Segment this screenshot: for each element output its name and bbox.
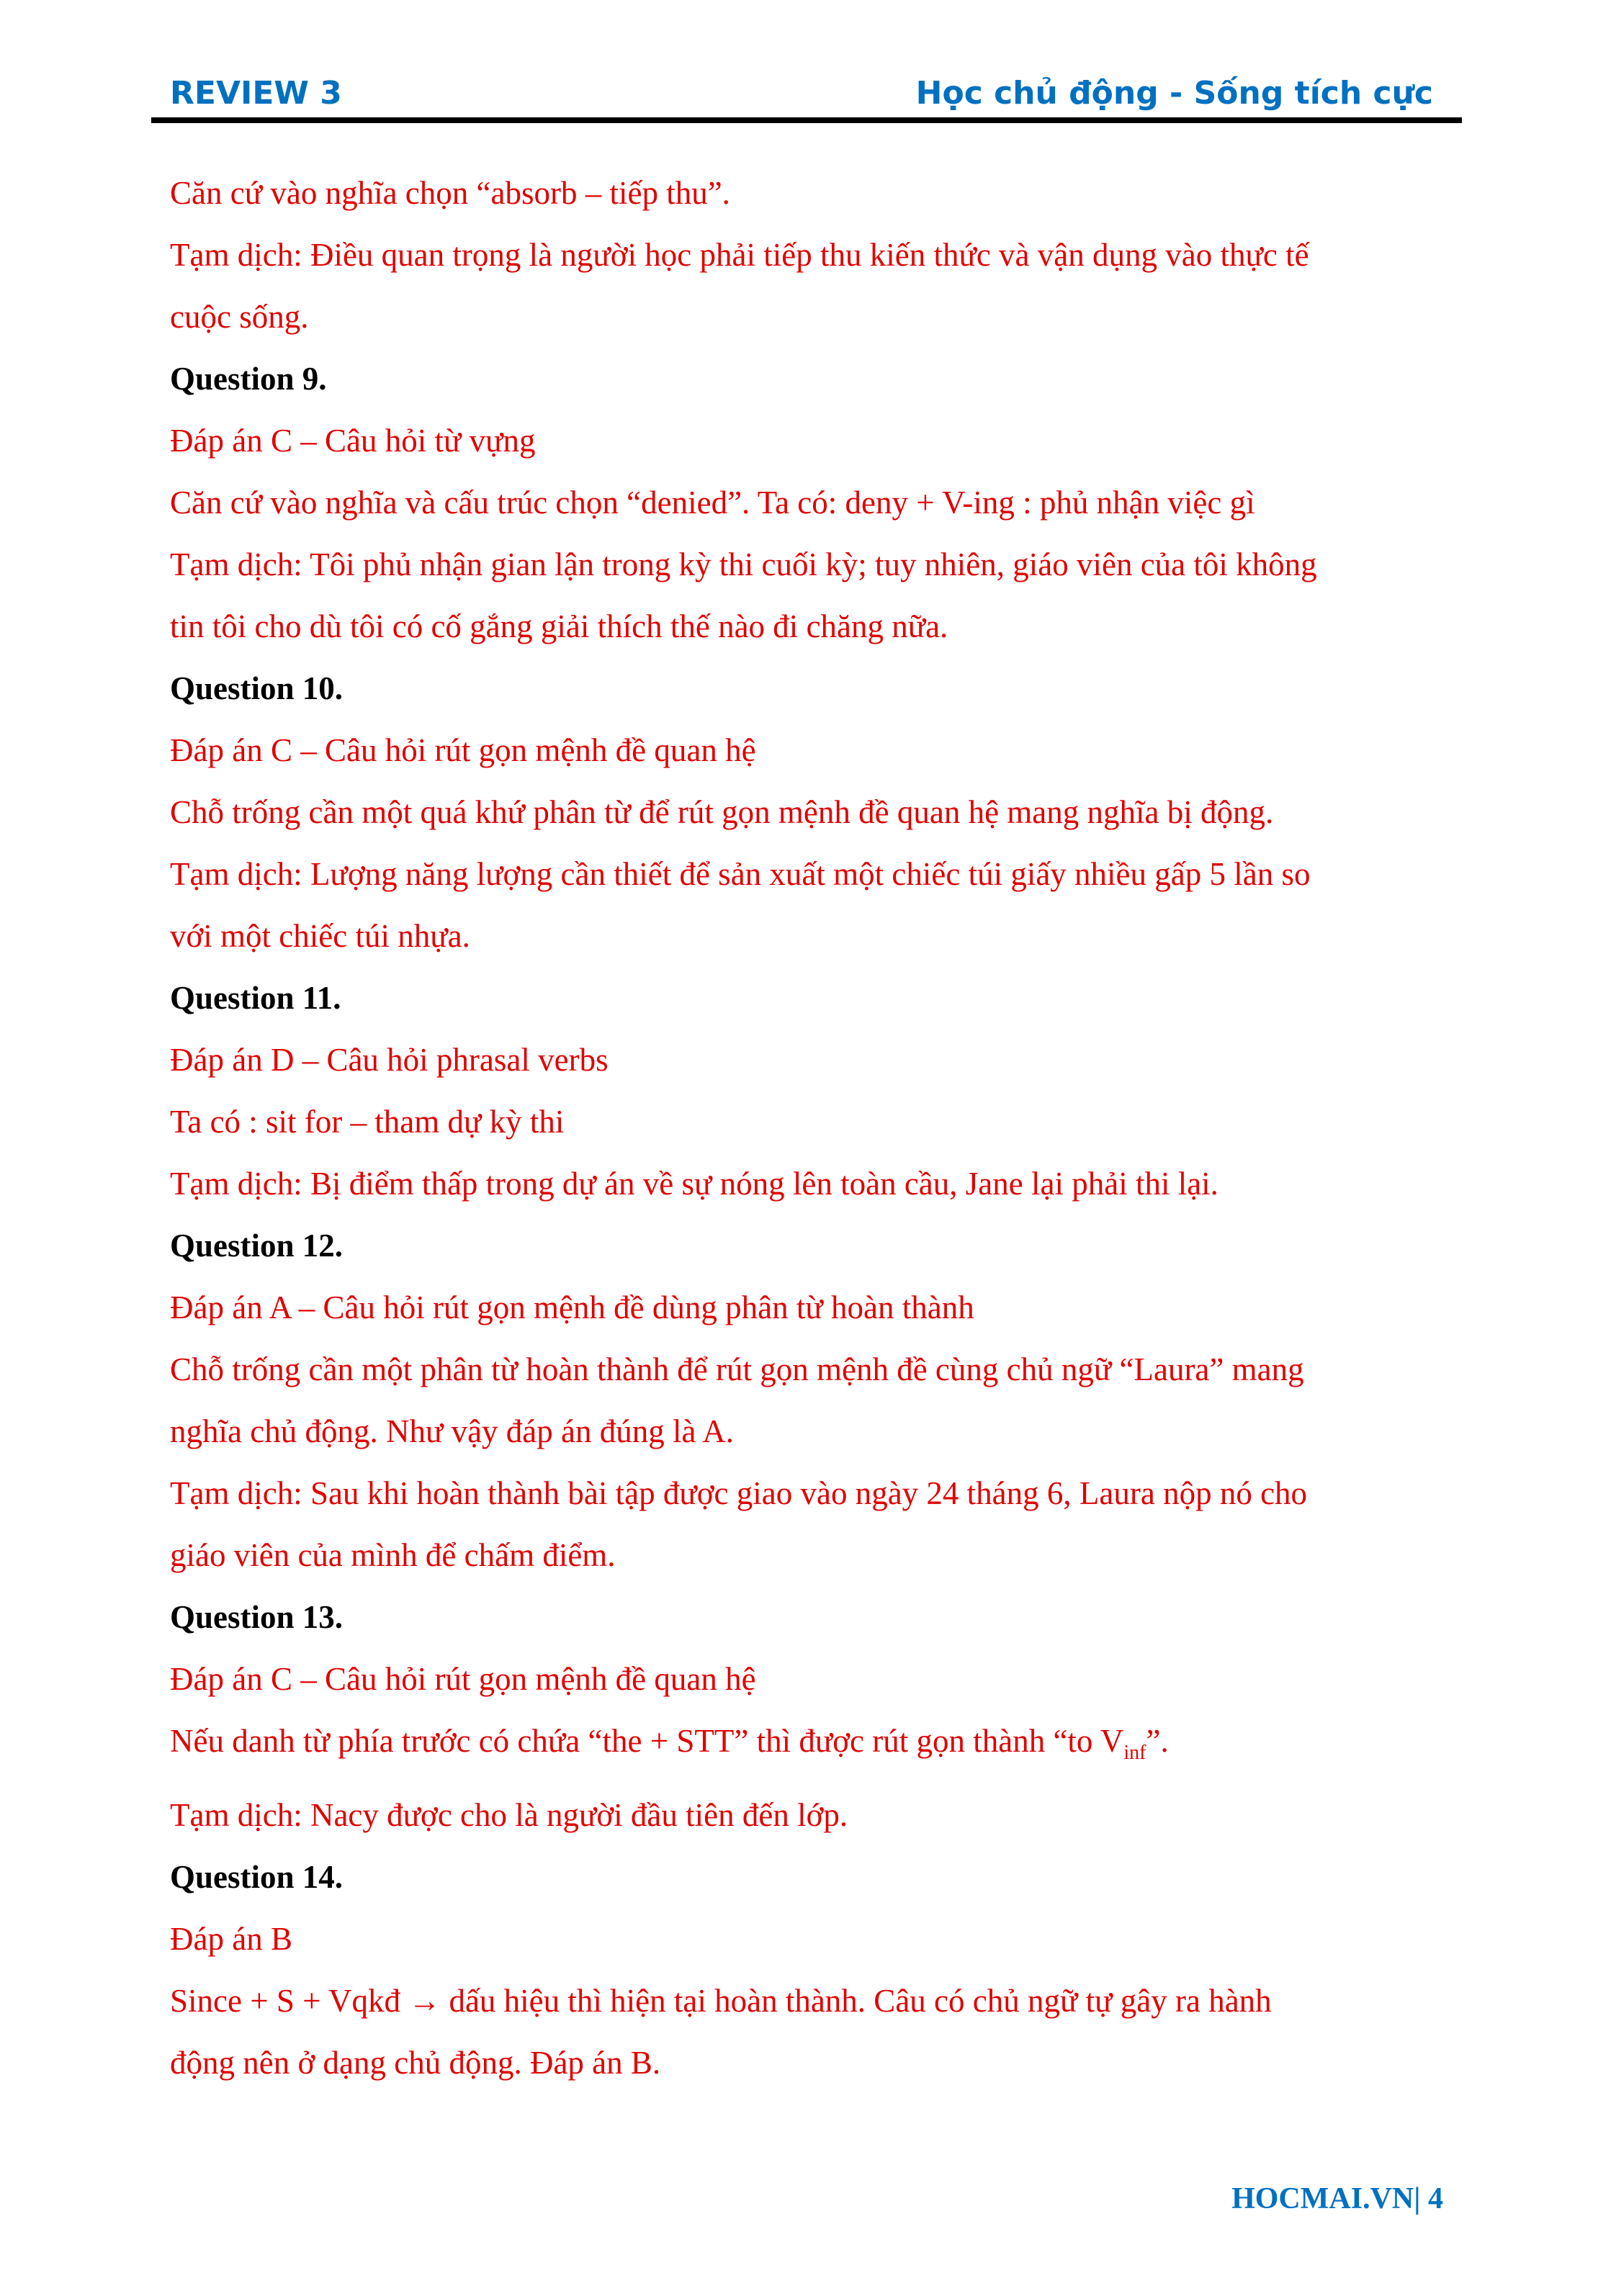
answer-line: Đáp án D – Câu hỏi phrasal verbs xyxy=(170,1042,609,1078)
question-heading: Question 14. xyxy=(170,1859,344,1895)
question-heading: Question 10. xyxy=(170,670,344,706)
translation-line: Tạm dịch: Nacy được cho là người đầu tiên đến lớp. xyxy=(170,1797,848,1833)
translation-line: tin tôi cho dù tôi có cố gắng giải thích thế nào đi chăng nữa. xyxy=(170,608,948,644)
explanation-line: Chỗ trống cần một phân từ hoàn thành để rút gọn mệnh đề cùng chủ ngữ “Laura” mang xyxy=(170,1351,1304,1387)
translation-line: Tạm dịch: Bị điểm thấp trong dự án về sự nóng lên toàn cầu, Jane lại phải thi lại. xyxy=(170,1166,1218,1202)
translation-line: Tạm dịch: Điều quan trọng là người học phải tiếp thu kiến thức và vận dụng vào thực tế xyxy=(170,237,1309,273)
closing-quote: ”. xyxy=(1146,1723,1169,1759)
translation-line: cuộc sống. xyxy=(170,299,309,335)
explanation-line: động nên ở dạng chủ động. Đáp án B. xyxy=(170,2045,661,2081)
header-slogan: Học chủ động - Sống tích cực xyxy=(915,75,1433,112)
answer-explanations xyxy=(170,162,1452,2094)
answer-line: Đáp án C – Câu hỏi rút gọn mệnh đề quan hệ xyxy=(170,1661,756,1697)
explanation-line: nghĩa chủ động. Như vậy đáp án đúng là A. xyxy=(170,1413,734,1449)
translation-line: với một chiếc túi nhựa. xyxy=(170,918,470,954)
translation-line: Tạm dịch: Lượng năng lượng cần thiết để sản xuất một chiếc túi giấy nhiều gấp 5 lần so xyxy=(170,856,1311,892)
translation-line: Tạm dịch: Tôi phủ nhận gian lận trong kỳ thi cuối kỳ; tuy nhiên, giáo viên của tôi không xyxy=(170,546,1317,582)
answer-line: Đáp án C – Câu hỏi từ vựng xyxy=(170,423,536,459)
explanation-line: Ta có : sit for – tham dự kỳ thi xyxy=(170,1104,565,1140)
explanation-line: Chỗ trống cần một quá khứ phân từ để rút gọn mệnh đề quan hệ mang nghĩa bị động. xyxy=(170,794,1274,830)
answer-line: Đáp án C – Câu hỏi rút gọn mệnh đề quan hệ xyxy=(170,732,756,768)
header-divider xyxy=(151,117,1462,123)
page-footer: HOCMAI.VN| 4 xyxy=(1231,2182,1443,2215)
question-heading: Question 12. xyxy=(170,1228,344,1264)
explanation-line xyxy=(170,1710,1452,1784)
answer-line: Đáp án A – Câu hỏi rút gọn mệnh đề dùng phân từ hoàn thành xyxy=(170,1289,974,1325)
page-header xyxy=(151,72,1447,122)
question-heading: Question 13. xyxy=(170,1599,344,1635)
question-heading: Question 11. xyxy=(170,980,341,1016)
header-section-title: REVIEW 3 xyxy=(170,75,342,112)
subscript-inf: inf xyxy=(1123,1742,1146,1764)
explanation-line: Căn cứ vào nghĩa chọn “absorb – tiếp thu”. xyxy=(170,175,730,211)
explanation-line: Since + S + Vqkđ → dấu hiệu thì hiện tại hoàn thành. Câu có chủ ngữ tự gây ra hành xyxy=(170,1983,1272,2019)
explanation-line: Căn cứ vào nghĩa và cấu trúc chọn “denied”. Ta có: deny + V-ing : phủ nhận việc gì xyxy=(170,485,1255,521)
translation-line: Tạm dịch: Sau khi hoàn thành bài tập được giao vào ngày 24 tháng 6, Laura nộp nó cho xyxy=(170,1475,1308,1511)
translation-line: giáo viên của mình để chấm điểm. xyxy=(170,1537,616,1573)
question-heading: Question 9. xyxy=(170,361,327,397)
answer-line: Đáp án B xyxy=(170,1921,292,1957)
explanation-text: Nếu danh từ phía trước có chứa “the + STT” thì được rút gọn thành “to V xyxy=(170,1723,1124,1759)
